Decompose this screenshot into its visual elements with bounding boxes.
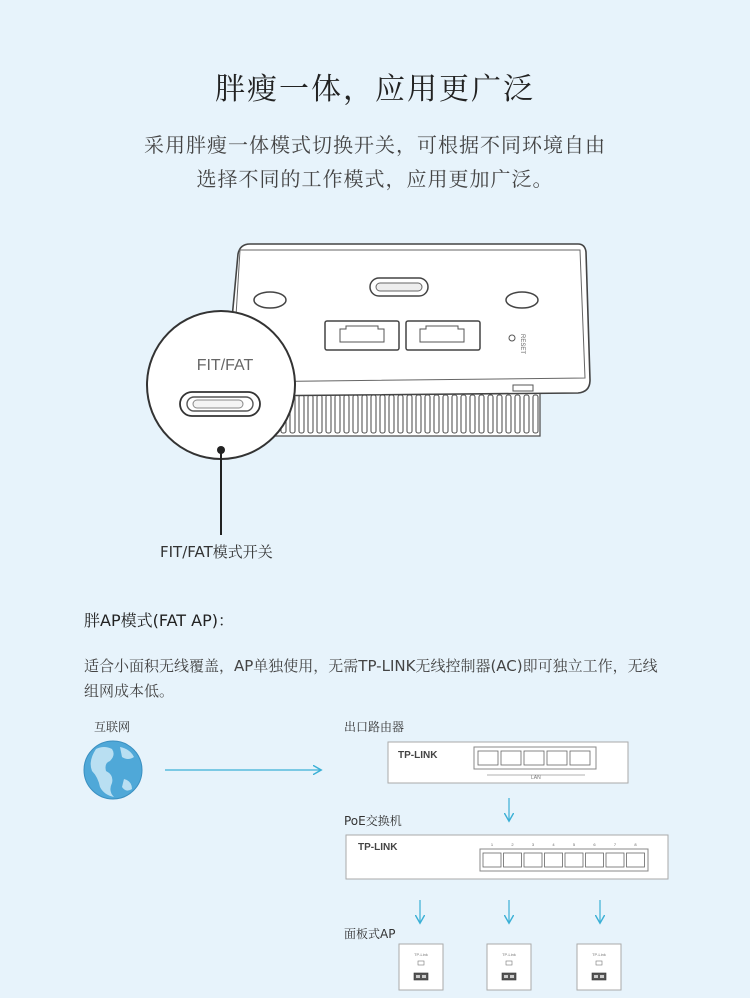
heatsink-fin [488, 395, 493, 433]
heatsink-fin [497, 395, 502, 433]
switch-port-number: 1 [490, 842, 494, 847]
switch-port-number: 3 [531, 842, 535, 847]
router-device [388, 742, 628, 783]
switch-zoom-callout [147, 311, 295, 535]
switch-port-number: 5 [572, 842, 576, 847]
heatsink-fin [308, 395, 313, 433]
fitfat-switch-caption: FIT/FAT模式开关 [160, 543, 273, 561]
ap-brand: TP-Link [592, 952, 606, 957]
switch-port-number: 7 [613, 842, 617, 847]
switch-zoom-label: FIT/FAT [196, 357, 254, 374]
heatsink-fin [407, 395, 412, 433]
poe-switch-device [346, 835, 668, 879]
switch-port [545, 853, 563, 867]
heatsink-fin [335, 395, 340, 433]
switch-port-number: 8 [634, 842, 637, 847]
panel-ap-label: 面板式AP [344, 927, 396, 941]
switch-port-number: 6 [593, 842, 596, 847]
switch-port-number: 2 [511, 842, 514, 847]
heatsink-fin [524, 395, 529, 433]
router-lan-text: LAN [531, 775, 541, 781]
poe-switch-label: PoE交换机 [344, 814, 402, 828]
heatsink-fin [299, 395, 304, 433]
heatsink-fin [326, 395, 331, 433]
switch-port [627, 853, 645, 867]
heatsink-fin [353, 395, 358, 433]
fat-ap-description: 适合小面积无线覆盖，AP单独使用，无需TP-LINK无线控制器(AC)即可独立工作，无线组网成本低。 [84, 657, 658, 700]
heatsink-fin [425, 395, 430, 433]
description-line-2: 选择不同的工作模式，应用更加广泛。 [196, 167, 554, 191]
heatsink-fin [317, 395, 322, 433]
switch-port [524, 853, 542, 867]
description-line-1: 采用胖瘦一体模式切换开关，可根据不同环境自由 [144, 133, 606, 157]
switch-port-number: 4 [552, 842, 555, 847]
panel-ap-device [399, 944, 443, 990]
router-port [478, 751, 498, 765]
heatsink-fin [461, 395, 466, 433]
heatsink-fin [380, 395, 385, 433]
heatsink-fin [434, 395, 439, 433]
router-port [501, 751, 521, 765]
reset-text: RESET [519, 334, 525, 355]
page-description [100, 128, 650, 196]
panel-ap-device [487, 944, 531, 990]
heatsink-fin [515, 395, 520, 433]
heatsink-fin [371, 395, 376, 433]
heatsink-fin [416, 395, 421, 433]
heatsink-fins [265, 392, 540, 436]
globe-icon [84, 741, 142, 799]
heatsink-fin [344, 395, 349, 433]
switch-port [504, 853, 522, 867]
heatsink-fin [506, 395, 511, 433]
switch-port [586, 853, 604, 867]
heatsink-fin [389, 395, 394, 433]
fat-ap-heading: 胖AP模式(FAT AP)： [84, 611, 234, 630]
panel-ap-device [577, 944, 621, 990]
router-port [524, 751, 544, 765]
router-label: 出口路由器 [344, 720, 405, 734]
heatsink-fin [479, 395, 484, 433]
switch-port [565, 853, 583, 867]
heatsink-fin [533, 395, 538, 433]
heatsink-fin [452, 395, 457, 433]
heatsink-fin [443, 395, 448, 433]
switch-port [483, 853, 501, 867]
ap-brand: TP-Link [414, 952, 428, 957]
internet-label: 互联网 [94, 720, 131, 734]
ap-brand: TP-Link [502, 952, 516, 957]
router-port [547, 751, 567, 765]
page-title: 胖瘦一体，应用更广泛 [215, 72, 535, 107]
router-brand: TP-LINK [398, 750, 438, 761]
router-port [570, 751, 590, 765]
switch-port [606, 853, 624, 867]
product-illustration [0, 230, 750, 560]
switch-brand: TP-LINK [358, 842, 398, 853]
heatsink-fin [362, 395, 367, 433]
network-topology-diagram [0, 735, 750, 998]
heatsink-fin [470, 395, 475, 433]
heatsink-fin [398, 395, 403, 433]
